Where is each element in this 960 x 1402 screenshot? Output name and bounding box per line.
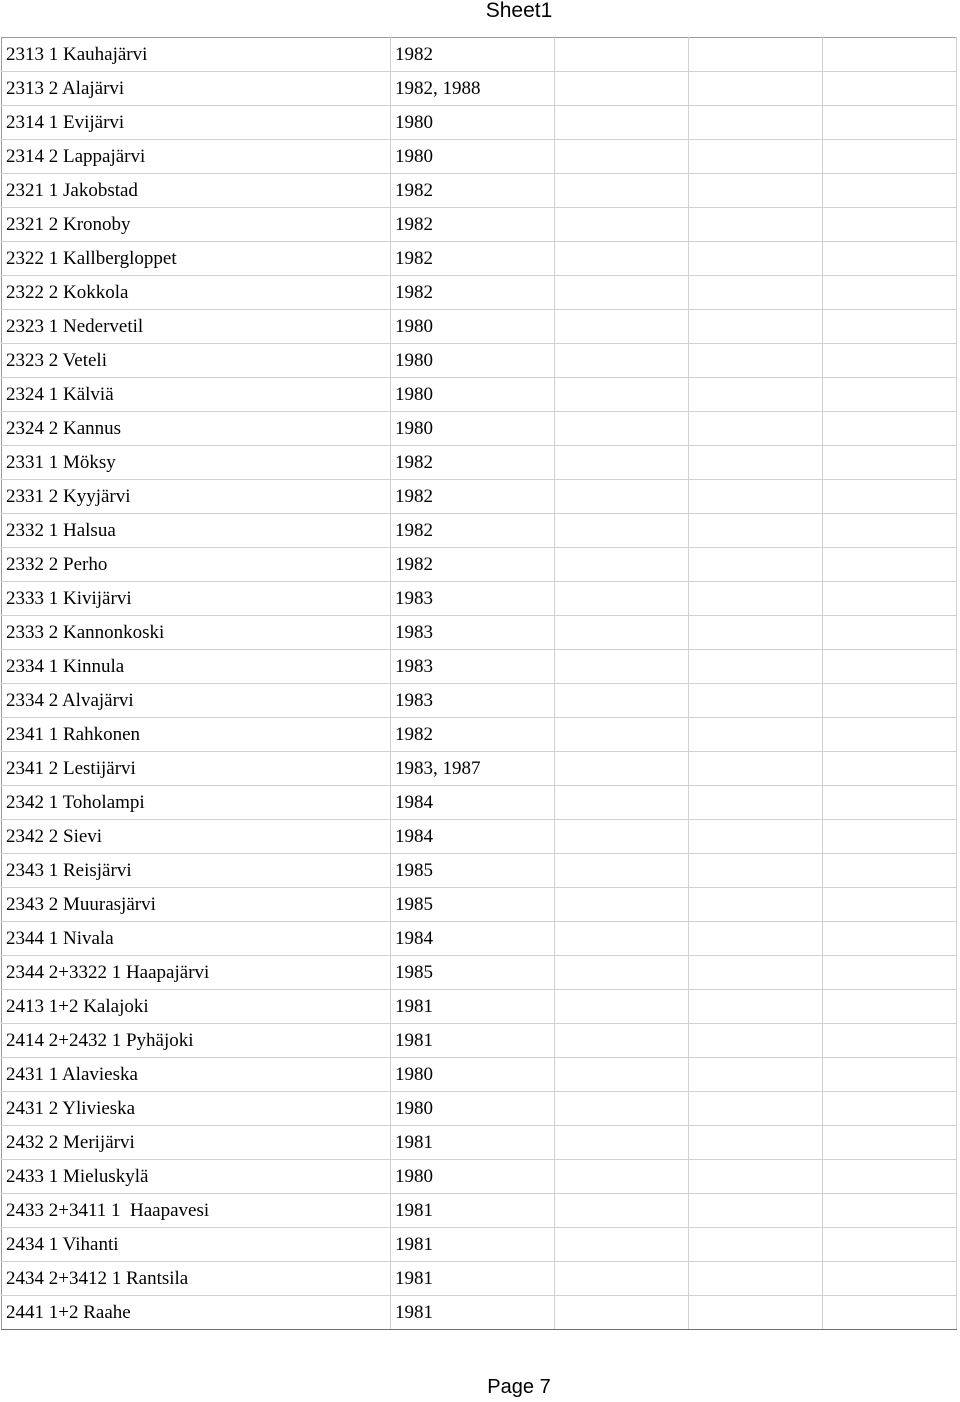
table-row — [2, 1024, 957, 1058]
cell-empty[interactable] — [823, 582, 957, 616]
cell-site-name[interactable]: 2342 2 Sievi — [2, 820, 391, 854]
table-row — [2, 1228, 957, 1262]
cell-empty[interactable] — [689, 786, 823, 820]
cell-empty[interactable] — [555, 276, 689, 310]
cell-empty[interactable] — [555, 820, 689, 854]
cell-years[interactable]: 1980 — [391, 1092, 555, 1126]
cell-empty[interactable] — [555, 174, 689, 208]
cell-empty[interactable] — [823, 412, 957, 446]
cell-site-name[interactable]: 2322 2 Kokkola — [2, 276, 391, 310]
cell-empty[interactable] — [555, 1262, 689, 1296]
cell-site-name[interactable]: 2321 2 Kronoby — [2, 208, 391, 242]
cell-empty[interactable] — [823, 990, 957, 1024]
cell-empty[interactable] — [555, 208, 689, 242]
cell-empty[interactable] — [823, 1058, 957, 1092]
cell-empty[interactable] — [689, 718, 823, 752]
cell-empty[interactable] — [689, 480, 823, 514]
cell-years[interactable]: 1981 — [391, 1262, 555, 1296]
table-row — [2, 514, 957, 548]
cell-empty[interactable] — [689, 1092, 823, 1126]
cell-years[interactable]: 1983 — [391, 582, 555, 616]
cell-empty[interactable] — [555, 140, 689, 174]
cell-years[interactable]: 1980 — [391, 378, 555, 412]
cell-empty[interactable] — [555, 888, 689, 922]
cell-years[interactable]: 1982 — [391, 174, 555, 208]
cell-site-name[interactable]: 2342 1 Toholampi — [2, 786, 391, 820]
cell-site-name[interactable]: 2343 1 Reisjärvi — [2, 854, 391, 888]
cell-empty[interactable] — [555, 1228, 689, 1262]
table-row — [2, 378, 957, 412]
cell-empty[interactable] — [689, 956, 823, 990]
cell-site-name[interactable]: 2334 1 Kinnula — [2, 650, 391, 684]
table-row — [2, 854, 957, 888]
table-row — [2, 548, 957, 582]
cell-years[interactable]: 1983, 1987 — [391, 752, 555, 786]
cell-empty[interactable] — [689, 106, 823, 140]
cell-empty[interactable] — [823, 38, 957, 72]
table-row — [2, 922, 957, 956]
cell-empty[interactable] — [689, 378, 823, 412]
cell-years[interactable]: 1984 — [391, 786, 555, 820]
cell-site-name[interactable]: 2431 1 Alavieska — [2, 1058, 391, 1092]
cell-site-name[interactable]: 2323 1 Nedervetil — [2, 310, 391, 344]
table-row — [2, 480, 957, 514]
table-row — [2, 1058, 957, 1092]
cell-site-name[interactable]: 2321 1 Jakobstad — [2, 174, 391, 208]
cell-empty[interactable] — [823, 650, 957, 684]
cell-site-name[interactable]: 2434 1 Vihanti — [2, 1228, 391, 1262]
cell-empty[interactable] — [823, 480, 957, 514]
cell-site-name[interactable]: 2331 2 Kyyjärvi — [2, 480, 391, 514]
cell-empty[interactable] — [555, 854, 689, 888]
cell-site-name[interactable]: 2414 2+2432 1 Pyhäjoki — [2, 1024, 391, 1058]
cell-years[interactable]: 1982, 1988 — [391, 72, 555, 106]
cell-empty[interactable] — [823, 276, 957, 310]
table-row — [2, 1160, 957, 1194]
cell-site-name[interactable]: 2343 2 Muurasjärvi — [2, 888, 391, 922]
cell-empty[interactable] — [555, 922, 689, 956]
table-row — [2, 72, 957, 106]
cell-site-name[interactable]: 2334 2 Alvajärvi — [2, 684, 391, 718]
cell-empty[interactable] — [689, 208, 823, 242]
cell-empty[interactable] — [689, 1058, 823, 1092]
cell-years[interactable]: 1982 — [391, 446, 555, 480]
cell-site-name[interactable]: 2333 1 Kivijärvi — [2, 582, 391, 616]
cell-empty[interactable] — [555, 446, 689, 480]
cell-empty[interactable] — [823, 344, 957, 378]
cell-site-name[interactable]: 2332 1 Halsua — [2, 514, 391, 548]
cell-site-name[interactable]: 2313 2 Alajärvi — [2, 72, 391, 106]
cell-site-name[interactable]: 2341 1 Rahkonen — [2, 718, 391, 752]
table-row — [2, 582, 957, 616]
cell-empty[interactable] — [823, 1296, 957, 1330]
cell-years[interactable]: 1982 — [391, 242, 555, 276]
cell-empty[interactable] — [555, 786, 689, 820]
cell-empty[interactable] — [823, 1228, 957, 1262]
cell-years[interactable]: 1982 — [391, 38, 555, 72]
cell-empty[interactable] — [555, 480, 689, 514]
cell-years[interactable]: 1981 — [391, 1024, 555, 1058]
cell-years[interactable]: 1982 — [391, 514, 555, 548]
cell-years[interactable]: 1981 — [391, 1126, 555, 1160]
cell-empty[interactable] — [689, 752, 823, 786]
table-row — [2, 820, 957, 854]
cell-empty[interactable] — [555, 1296, 689, 1330]
cell-empty[interactable] — [823, 310, 957, 344]
table-row — [2, 174, 957, 208]
cell-empty[interactable] — [823, 106, 957, 140]
cell-years[interactable]: 1985 — [391, 956, 555, 990]
table-row — [2, 956, 957, 990]
cell-site-name[interactable]: 2313 1 Kauhajärvi — [2, 38, 391, 72]
cell-empty[interactable] — [689, 514, 823, 548]
cell-years[interactable]: 1981 — [391, 1296, 555, 1330]
cell-site-name[interactable]: 2433 2+3411 1 Haapavesi — [2, 1194, 391, 1228]
table-row — [2, 1126, 957, 1160]
cell-empty[interactable] — [689, 684, 823, 718]
cell-empty[interactable] — [823, 446, 957, 480]
cell-empty[interactable] — [555, 1092, 689, 1126]
cell-years[interactable]: 1983 — [391, 650, 555, 684]
table-row — [2, 616, 957, 650]
cell-years[interactable]: 1981 — [391, 1228, 555, 1262]
table-row — [2, 1194, 957, 1228]
table-row — [2, 106, 957, 140]
cell-empty[interactable] — [823, 1160, 957, 1194]
cell-site-name[interactable]: 2333 2 Kannonkoski — [2, 616, 391, 650]
cell-empty[interactable] — [689, 446, 823, 480]
cell-empty[interactable] — [823, 548, 957, 582]
cell-empty[interactable] — [823, 786, 957, 820]
cell-site-name[interactable]: 2314 1 Evijärvi — [2, 106, 391, 140]
spreadsheet-body — [2, 38, 957, 1330]
cell-years[interactable]: 1980 — [391, 106, 555, 140]
cell-empty[interactable] — [689, 1126, 823, 1160]
cell-empty[interactable] — [555, 378, 689, 412]
cell-empty[interactable] — [555, 72, 689, 106]
cell-years[interactable]: 1984 — [391, 820, 555, 854]
table-row — [2, 1296, 957, 1330]
cell-empty[interactable] — [689, 412, 823, 446]
cell-empty[interactable] — [689, 1228, 823, 1262]
cell-empty[interactable] — [689, 1262, 823, 1296]
cell-years[interactable]: 1982 — [391, 718, 555, 752]
cell-empty[interactable] — [555, 650, 689, 684]
cell-empty[interactable] — [555, 684, 689, 718]
cell-empty[interactable] — [823, 752, 957, 786]
cell-empty[interactable] — [555, 548, 689, 582]
cell-empty[interactable] — [555, 616, 689, 650]
cell-years[interactable]: 1980 — [391, 344, 555, 378]
cell-empty[interactable] — [689, 990, 823, 1024]
cell-empty[interactable] — [555, 1194, 689, 1228]
cell-empty[interactable] — [689, 582, 823, 616]
cell-site-name[interactable]: 2324 2 Kannus — [2, 412, 391, 446]
cell-empty[interactable] — [689, 1296, 823, 1330]
cell-empty[interactable] — [823, 1194, 957, 1228]
cell-years[interactable]: 1982 — [391, 208, 555, 242]
table-row — [2, 650, 957, 684]
cell-empty[interactable] — [555, 514, 689, 548]
cell-years[interactable]: 1982 — [391, 548, 555, 582]
cell-site-name[interactable]: 2441 1+2 Raahe — [2, 1296, 391, 1330]
table-row — [2, 140, 957, 174]
table-row — [2, 786, 957, 820]
cell-empty[interactable] — [689, 922, 823, 956]
cell-empty[interactable] — [555, 412, 689, 446]
table-row — [2, 1262, 957, 1296]
cell-empty[interactable] — [689, 1160, 823, 1194]
cell-years[interactable]: 1980 — [391, 140, 555, 174]
cell-years[interactable]: 1983 — [391, 684, 555, 718]
cell-empty[interactable] — [555, 1160, 689, 1194]
cell-empty[interactable] — [823, 956, 957, 990]
table-row — [2, 1092, 957, 1126]
table-row — [2, 310, 957, 344]
cell-empty[interactable] — [555, 1126, 689, 1160]
cell-empty[interactable] — [689, 310, 823, 344]
cell-empty[interactable] — [823, 1262, 957, 1296]
cell-empty[interactable] — [689, 820, 823, 854]
cell-empty[interactable] — [689, 72, 823, 106]
table-row — [2, 344, 957, 378]
cell-empty[interactable] — [823, 1092, 957, 1126]
cell-empty[interactable] — [555, 38, 689, 72]
cell-empty[interactable] — [823, 208, 957, 242]
cell-site-name[interactable]: 2344 2+3322 1 Haapajärvi — [2, 956, 391, 990]
cell-years[interactable]: 1980 — [391, 310, 555, 344]
cell-empty[interactable] — [555, 106, 689, 140]
cell-years[interactable]: 1982 — [391, 276, 555, 310]
table-row — [2, 752, 957, 786]
cell-empty[interactable] — [689, 344, 823, 378]
table-row — [2, 888, 957, 922]
cell-empty[interactable] — [555, 718, 689, 752]
cell-years[interactable]: 1980 — [391, 412, 555, 446]
cell-years[interactable]: 1981 — [391, 990, 555, 1024]
cell-years[interactable]: 1985 — [391, 854, 555, 888]
cell-empty[interactable] — [689, 140, 823, 174]
table-row — [2, 718, 957, 752]
cell-empty[interactable] — [823, 922, 957, 956]
cell-site-name[interactable]: 2322 1 Kallbergloppet — [2, 242, 391, 276]
cell-empty[interactable] — [823, 820, 957, 854]
cell-empty[interactable] — [689, 38, 823, 72]
cell-empty[interactable] — [555, 752, 689, 786]
cell-empty[interactable] — [555, 344, 689, 378]
table-row — [2, 412, 957, 446]
cell-site-name[interactable]: 2431 2 Ylivieska — [2, 1092, 391, 1126]
cell-empty[interactable] — [555, 242, 689, 276]
spreadsheet-table — [1, 37, 957, 1330]
cell-empty[interactable] — [823, 1024, 957, 1058]
table-row — [2, 242, 957, 276]
page-number: Page 7 — [487, 1376, 551, 1398]
cell-years[interactable]: 1982 — [391, 480, 555, 514]
cell-years[interactable]: 1981 — [391, 1194, 555, 1228]
cell-empty[interactable] — [823, 378, 957, 412]
cell-empty[interactable] — [555, 1024, 689, 1058]
cell-site-name[interactable]: 2432 2 Merijärvi — [2, 1126, 391, 1160]
cell-empty[interactable] — [823, 854, 957, 888]
cell-empty[interactable] — [689, 888, 823, 922]
cell-empty[interactable] — [689, 276, 823, 310]
table-row — [2, 276, 957, 310]
cell-empty[interactable] — [823, 684, 957, 718]
cell-site-name[interactable]: 2413 1+2 Kalajoki — [2, 990, 391, 1024]
table-row — [2, 684, 957, 718]
cell-site-name[interactable]: 2433 1 Mieluskylä — [2, 1160, 391, 1194]
cell-years[interactable]: 1985 — [391, 888, 555, 922]
cell-site-name[interactable]: 2332 2 Perho — [2, 548, 391, 582]
cell-empty[interactable] — [823, 718, 957, 752]
cell-empty[interactable] — [823, 174, 957, 208]
cell-site-name[interactable]: 2344 1 Nivala — [2, 922, 391, 956]
cell-empty[interactable] — [823, 514, 957, 548]
cell-empty[interactable] — [823, 140, 957, 174]
cell-years[interactable]: 1980 — [391, 1160, 555, 1194]
cell-site-name[interactable]: 2341 2 Lestijärvi — [2, 752, 391, 786]
cell-empty[interactable] — [823, 1126, 957, 1160]
cell-site-name[interactable]: 2434 2+3412 1 Rantsila — [2, 1262, 391, 1296]
cell-years[interactable]: 1983 — [391, 616, 555, 650]
cell-empty[interactable] — [689, 1024, 823, 1058]
cell-empty[interactable] — [555, 310, 689, 344]
cell-empty[interactable] — [689, 854, 823, 888]
table-row — [2, 990, 957, 1024]
table-row — [2, 446, 957, 480]
cell-site-name[interactable]: 2331 1 Möksy — [2, 446, 391, 480]
table-row — [2, 208, 957, 242]
table-row — [2, 38, 957, 72]
cell-empty[interactable] — [689, 650, 823, 684]
cell-empty[interactable] — [689, 174, 823, 208]
cell-empty[interactable] — [823, 888, 957, 922]
cell-empty[interactable] — [555, 1058, 689, 1092]
cell-empty[interactable] — [689, 616, 823, 650]
cell-site-name[interactable]: 2324 1 Kälviä — [2, 378, 391, 412]
cell-years[interactable]: 1980 — [391, 1058, 555, 1092]
cell-empty[interactable] — [555, 956, 689, 990]
cell-empty[interactable] — [689, 1194, 823, 1228]
cell-empty[interactable] — [689, 548, 823, 582]
cell-empty[interactable] — [823, 72, 957, 106]
cell-site-name[interactable]: 2314 2 Lappajärvi — [2, 140, 391, 174]
cell-empty[interactable] — [823, 616, 957, 650]
cell-site-name[interactable]: 2323 2 Veteli — [2, 344, 391, 378]
cell-empty[interactable] — [689, 242, 823, 276]
cell-years[interactable]: 1984 — [391, 922, 555, 956]
cell-empty[interactable] — [555, 582, 689, 616]
cell-empty[interactable] — [555, 990, 689, 1024]
cell-empty[interactable] — [823, 242, 957, 276]
sheet-title: Sheet1 — [485, 0, 553, 22]
